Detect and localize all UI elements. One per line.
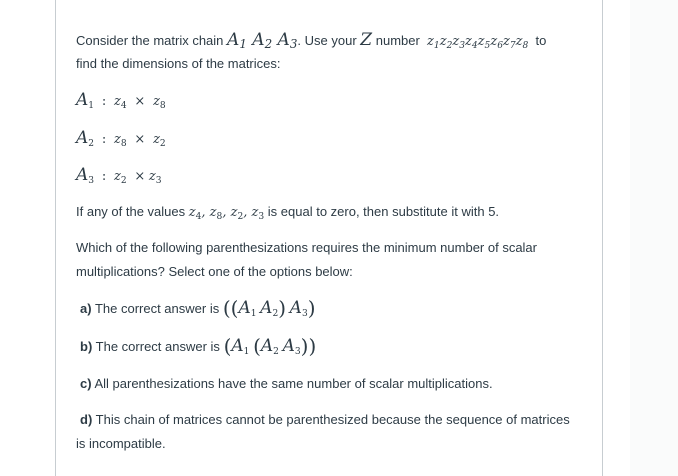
prompt-line-1: Which of the following parenthesizations requires the minimum number of scalar: [76, 240, 537, 255]
option-c-label: c): [80, 376, 92, 391]
question-card: [55, 0, 603, 476]
option-a[interactable]: [80, 296, 316, 321]
right-margin-strip: [630, 0, 678, 476]
matrix-a1-dimensions: $A_1$ : $z_4 \times z_8$: [76, 90, 166, 111]
intro-text-middle: . Use your: [297, 33, 357, 48]
option-a-text: The correct answer is: [94, 301, 220, 316]
number-word: number: [375, 33, 420, 48]
intro-to: to: [535, 33, 547, 48]
matrix-chain-formula: $A_1$ $A_2$ $A_3$: [227, 30, 298, 51]
option-b-formula: ($A_1$ ($A_2$ $A_3$)): [223, 334, 317, 358]
zero-rule-variables: $z_4$, $z_8$, $z_2$, $z_3$: [188, 205, 265, 222]
option-d[interactable]: [80, 408, 570, 432]
z-symbol: Z: [360, 30, 373, 50]
option-b-text: The correct answer is: [95, 339, 220, 354]
intro-line-2: find the dimensions of the matrices:: [76, 56, 281, 71]
intro-text: Consider the matrix chain: [76, 33, 224, 48]
option-a-formula: (($A_1$ $A_2$) $A_3$): [222, 296, 316, 320]
matrix-a3-dimensions: $A_3$ : $z_2 \times z_3$: [76, 165, 162, 186]
option-d-label: d): [80, 412, 93, 427]
intro-line-1: [76, 28, 546, 54]
prompt-line-2: multiplications? Select one of the options below:: [76, 264, 353, 279]
zero-substitution-rule: If any of the values $z_4$, $z_8$, $z_2$, $z_3$ is equal to zero, then substitute it with 5.: [76, 204, 500, 222]
option-b-label: b): [80, 339, 93, 354]
option-d-text: This chain of matrices cannot be parenthesized because the sequence of matrices: [95, 412, 570, 427]
option-a-label: a): [80, 301, 92, 316]
matrix-a2-dimensions: $A_2$ : $z_8 \times z_2$: [76, 128, 166, 149]
option-c-text: All parenthesizations have the same number of scalar multiplications.: [94, 376, 493, 391]
option-b[interactable]: [80, 334, 316, 359]
option-d-continued: is incompatible.: [76, 436, 166, 451]
option-c[interactable]: [80, 372, 493, 396]
z-digits-formula: $z_1z_2z_3z_4z_5z_6z_7z_8$: [427, 34, 529, 51]
